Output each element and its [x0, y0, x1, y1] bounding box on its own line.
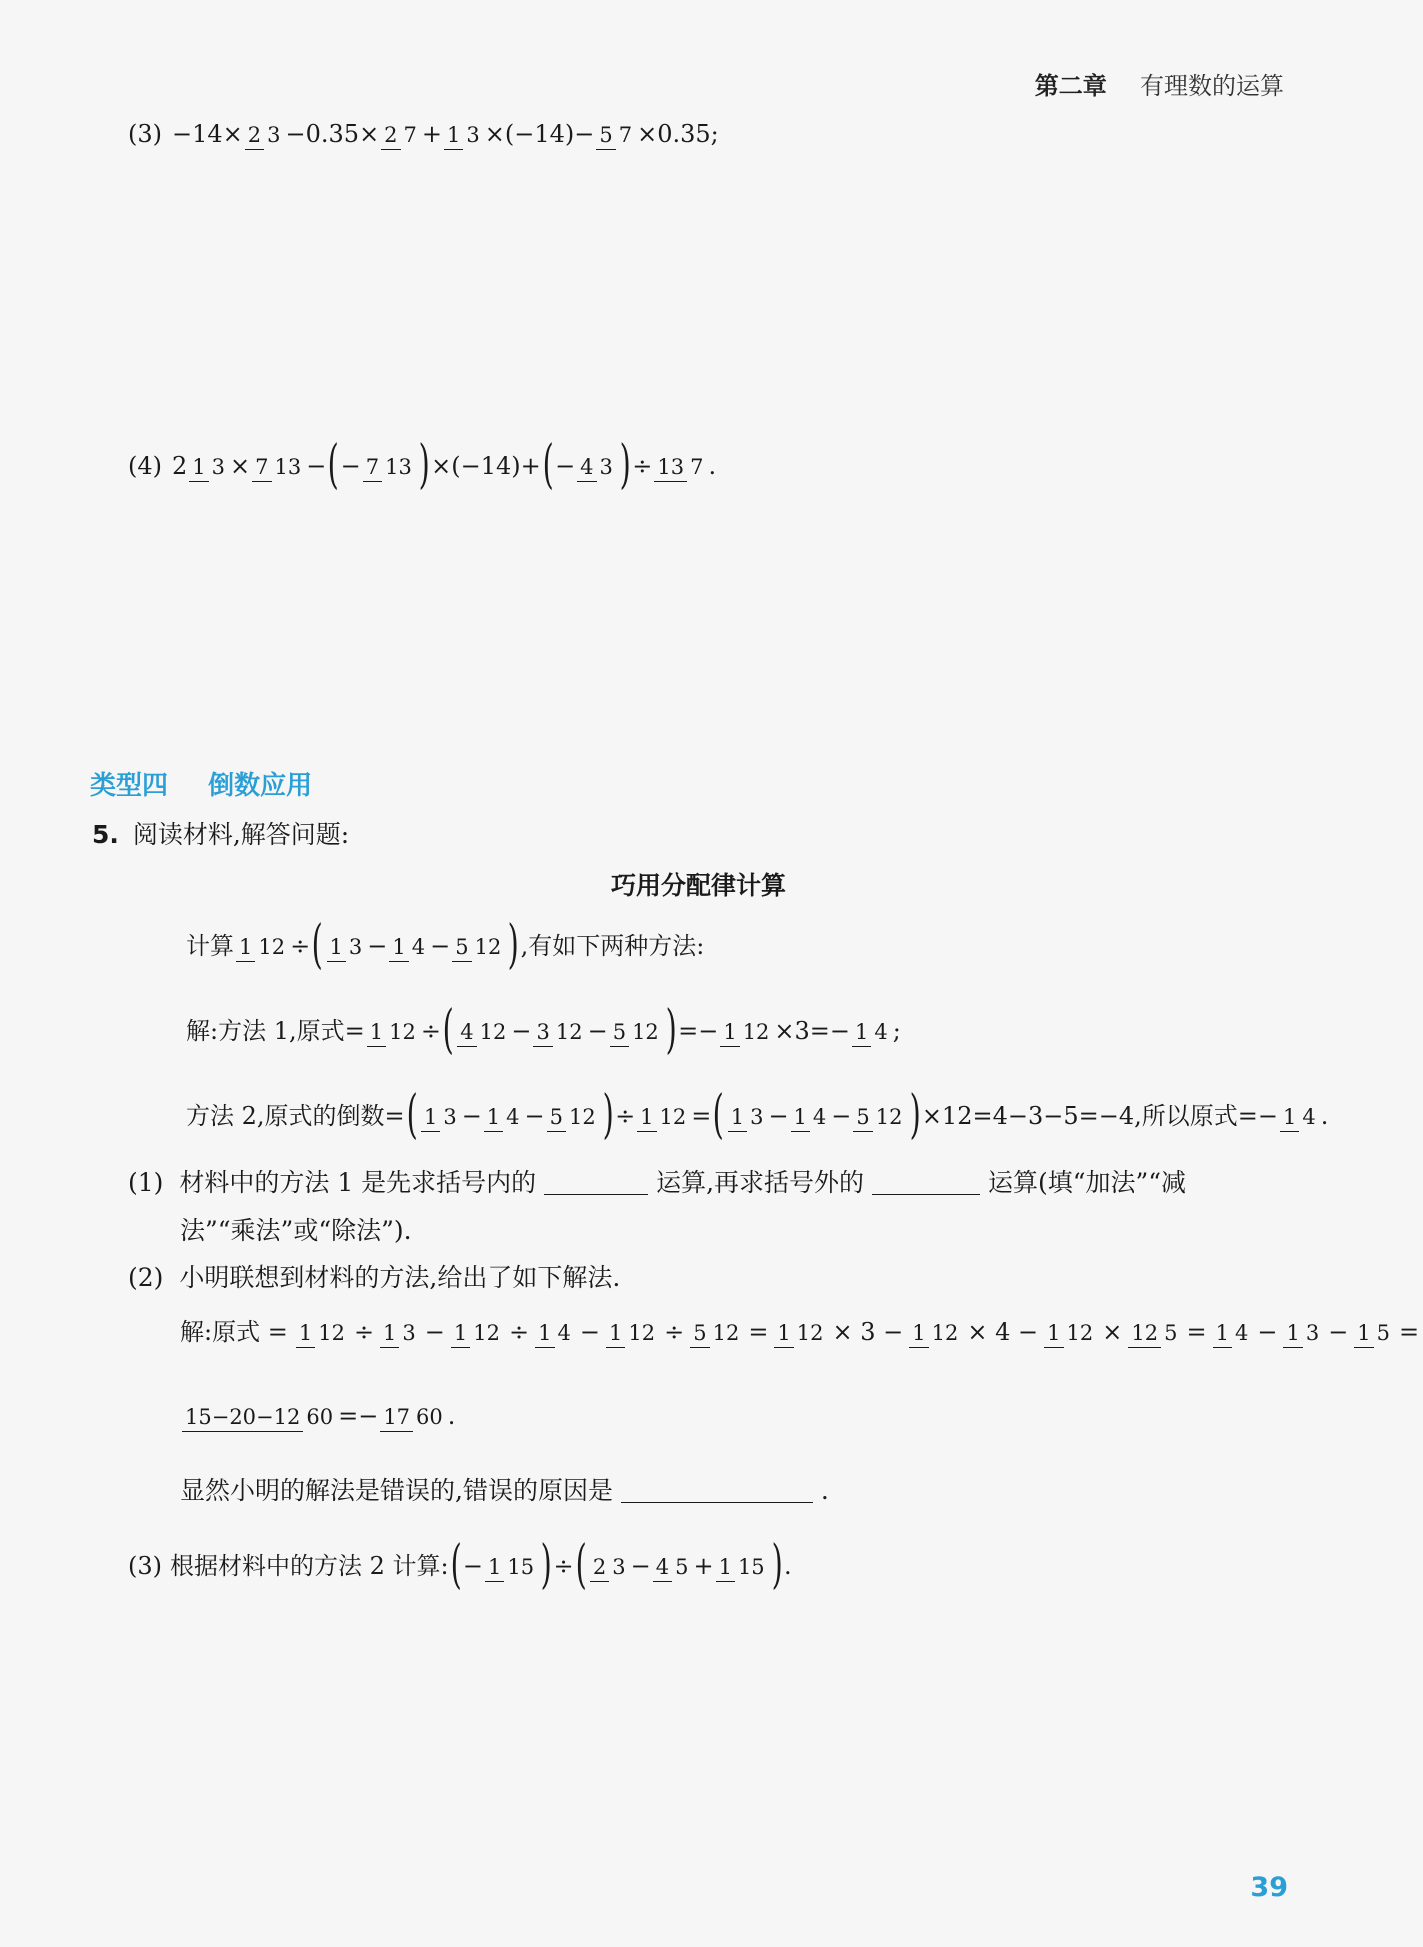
- math-token: 1: [1213, 1321, 1232, 1348]
- part-label: (3): [128, 1552, 162, 1580]
- paren: ): [619, 435, 631, 495]
- math-token: 15: [737, 1554, 765, 1579]
- part-2-conclusion: [180, 1478, 829, 1503]
- expr-text: −: [511, 1017, 532, 1045]
- part-text: 运算(填“加法”“减: [987, 1168, 1187, 1197]
- question-label: (3): [128, 120, 162, 149]
- expr-text: ×(−14)+: [431, 452, 541, 480]
- math-token: 12: [659, 1104, 687, 1129]
- question-5-prompt: [92, 822, 349, 847]
- math-token: 3: [1305, 1321, 1320, 1345]
- fraction: [852, 1019, 891, 1043]
- expr-text: +: [693, 1552, 714, 1580]
- math-token: 3: [348, 934, 363, 959]
- math-token: 1: [606, 1321, 625, 1348]
- fraction: [1283, 1320, 1322, 1344]
- expr-text: −: [630, 1552, 651, 1580]
- math-token: 4: [874, 1019, 888, 1044]
- expr-text: −: [555, 452, 576, 480]
- expr-text: ×12=4−3−5=−4,所以原式=−: [921, 1102, 1278, 1130]
- math-token: 1: [535, 1321, 554, 1348]
- expr-text: 计算: [186, 932, 234, 960]
- fraction: [654, 454, 706, 478]
- fraction: [451, 1320, 503, 1344]
- fraction: [327, 934, 366, 958]
- part-2-solution-line-2: [180, 1402, 456, 1431]
- fraction: [577, 454, 616, 478]
- math-token: 1: [1280, 1105, 1299, 1132]
- fraction: [1044, 1320, 1096, 1344]
- math-token: 60: [306, 1405, 334, 1429]
- fraction: [590, 1554, 629, 1578]
- section-heading: [90, 765, 312, 802]
- expr-text: ×(−14)−: [484, 120, 595, 149]
- question-number: 5.: [92, 820, 119, 849]
- part-2-intro: [128, 1265, 620, 1290]
- fraction: [457, 1019, 509, 1043]
- expr-text: ÷: [353, 1318, 375, 1347]
- math-token: 5: [853, 1105, 872, 1132]
- expr-text: =: [748, 1318, 769, 1347]
- expr-text: −: [461, 1102, 482, 1130]
- math-token: 1: [367, 1020, 386, 1047]
- fraction: [637, 1104, 689, 1128]
- math-token: 1: [236, 935, 255, 962]
- fraction: [716, 1554, 768, 1578]
- math-token: 12: [473, 1321, 501, 1345]
- paren: (: [450, 1535, 462, 1595]
- math-token: 4: [411, 934, 426, 959]
- math-token: 5: [690, 1321, 709, 1348]
- question-3: [128, 120, 719, 149]
- answer-blank-1[interactable]: [544, 1170, 648, 1195]
- part-text: 材料中的方法 1 是先求括号内的: [179, 1168, 537, 1197]
- paren: ): [540, 1535, 552, 1595]
- math-token: 12: [318, 1321, 345, 1345]
- fraction: [245, 122, 284, 146]
- expr-text: ÷: [290, 932, 311, 960]
- math-token: 12: [796, 1321, 824, 1345]
- math-token: 3: [466, 123, 480, 147]
- fraction: [690, 1320, 742, 1344]
- fraction: [1128, 1320, 1180, 1344]
- fraction: [444, 122, 483, 146]
- paren: ): [418, 435, 430, 495]
- expr-text: =−: [338, 1402, 379, 1431]
- expr-text: × 3 −: [832, 1318, 904, 1347]
- expr-text: ×: [1102, 1318, 1123, 1347]
- expr-text: 方法 2,原式的倒数=: [186, 1102, 405, 1130]
- paren: (: [575, 1535, 587, 1595]
- math-token: 13: [654, 455, 687, 482]
- math-token: 12: [742, 1019, 770, 1044]
- expr-text: ÷: [509, 1318, 530, 1347]
- fraction: [853, 1104, 905, 1128]
- math-token: 12: [474, 934, 502, 959]
- part-text: 运算,再求括号外的: [656, 1168, 865, 1197]
- question-4: [128, 435, 717, 495]
- section-label: 类型四: [90, 771, 169, 801]
- question-label: (4): [128, 452, 162, 480]
- math-token: 5: [547, 1105, 566, 1132]
- math-token: 7: [618, 123, 633, 147]
- math-token: 7: [252, 455, 271, 482]
- fraction: [452, 934, 504, 958]
- expr-text: =: [1186, 1318, 1207, 1347]
- expr-text: ÷: [615, 1102, 636, 1130]
- expr-text: −: [430, 932, 451, 960]
- math-token: 3: [211, 454, 226, 479]
- part-2-solution-line-1: [180, 1318, 1423, 1347]
- paren: (: [406, 1085, 418, 1145]
- expr-text: −0.35×: [285, 120, 380, 149]
- math-token: 60: [416, 1405, 443, 1429]
- paren: ): [602, 1085, 614, 1145]
- fraction: [728, 1104, 767, 1128]
- math-token: 7: [403, 123, 417, 147]
- paren: (: [542, 435, 554, 495]
- expr-text: =: [691, 1102, 712, 1130]
- math-token: 1: [380, 1321, 399, 1348]
- math-token: 2: [381, 123, 400, 150]
- expr-text: ×: [230, 452, 251, 480]
- material-line-1: [186, 915, 705, 975]
- chapter-title: 有理数的运算: [1140, 72, 1284, 100]
- math-token: 3: [533, 1020, 552, 1047]
- part-1-line-1: [128, 1170, 1186, 1195]
- fraction: [909, 1320, 961, 1344]
- math-token: 3: [402, 1321, 416, 1345]
- math-token: 17: [380, 1405, 413, 1432]
- paren: (: [311, 915, 323, 975]
- paren: (: [442, 1000, 454, 1060]
- math-token: 4: [557, 1321, 571, 1345]
- fraction: [380, 1404, 445, 1428]
- math-token: 12: [931, 1321, 959, 1345]
- expr-text: .: [708, 452, 717, 480]
- math-token: 12: [389, 1019, 416, 1044]
- paren: ): [771, 1535, 783, 1595]
- expr-text: =−: [678, 1017, 719, 1045]
- fraction: [252, 454, 304, 478]
- expr-text: ÷: [553, 1552, 574, 1580]
- expr-text: .: [447, 1402, 456, 1431]
- expr-text: .: [783, 1552, 792, 1580]
- math-token: 4: [653, 1555, 672, 1582]
- math-token: 12: [569, 1104, 596, 1129]
- fraction: [535, 1320, 574, 1344]
- part-label: (2): [128, 1263, 164, 1292]
- math-token: 1: [389, 935, 408, 962]
- part-1-line-2: 法”“乘法”或“除法”).: [180, 1216, 412, 1245]
- fraction: [610, 1019, 662, 1043]
- math-token: 3: [267, 123, 281, 147]
- paren: ): [507, 915, 520, 975]
- math-token: 1: [189, 455, 208, 482]
- math-token: 1: [1354, 1321, 1373, 1348]
- expr-text: =: [1399, 1318, 1420, 1347]
- expr-text: −: [306, 452, 327, 480]
- math-token: 4: [812, 1104, 827, 1129]
- math-token: 13: [385, 454, 412, 479]
- math-token: 15: [507, 1554, 535, 1579]
- answer-blank-3[interactable]: [621, 1478, 813, 1503]
- paren: (: [712, 1085, 725, 1145]
- math-token: 1: [327, 935, 346, 962]
- chapter-label: 第二章: [1034, 72, 1107, 100]
- expr-text: .: [1320, 1102, 1329, 1130]
- math-token: 4: [1234, 1321, 1249, 1345]
- expr-text: ÷: [420, 1017, 441, 1045]
- math-token: 12: [875, 1104, 903, 1129]
- math-token: 13: [274, 454, 302, 479]
- material-line-2: [186, 1000, 901, 1060]
- math-token: 1: [720, 1020, 739, 1047]
- expr-text: −: [340, 452, 361, 480]
- math-token: 12: [628, 1321, 656, 1345]
- math-token: 12: [1066, 1321, 1094, 1345]
- fraction: [485, 1554, 537, 1578]
- math-token: 4: [457, 1020, 476, 1047]
- math-token: 1: [909, 1321, 928, 1348]
- math-token: 1: [728, 1105, 747, 1132]
- expr-text: −: [424, 1318, 445, 1347]
- math-token: 5: [452, 935, 471, 962]
- math-token: 1: [774, 1321, 793, 1348]
- expr-text: × 4 −: [967, 1318, 1039, 1347]
- fraction: [1354, 1320, 1393, 1344]
- expr-text: −: [367, 932, 388, 960]
- fraction: [1213, 1320, 1252, 1344]
- math-token: 3: [750, 1104, 764, 1129]
- part-text: 显然小明的解法是错误的,错误的原因是: [180, 1476, 613, 1505]
- expr-text: −: [1257, 1318, 1278, 1347]
- part-text: .: [820, 1476, 829, 1505]
- math-token: 5: [1376, 1321, 1391, 1345]
- fraction: [367, 1019, 419, 1043]
- fraction: [484, 1104, 523, 1128]
- expr-text: −: [831, 1102, 852, 1130]
- expr-text: −: [1328, 1318, 1349, 1347]
- fraction: [182, 1404, 336, 1428]
- math-token: 1: [444, 123, 463, 150]
- math-token: 3: [599, 454, 613, 479]
- math-token: 2: [245, 123, 264, 150]
- expr-text: −14×: [172, 120, 243, 149]
- paren: ): [909, 1085, 921, 1145]
- fraction: [596, 122, 635, 146]
- fraction: [606, 1320, 658, 1344]
- math-token: 12: [479, 1019, 507, 1044]
- material-line-3: [186, 1085, 1329, 1145]
- expr-text: 2: [172, 452, 188, 480]
- expr-text: ÷: [632, 452, 653, 480]
- expr-text: −: [768, 1102, 789, 1130]
- math-token: 4: [506, 1104, 520, 1129]
- fraction: [1280, 1104, 1319, 1128]
- math-token: 4: [1302, 1104, 1316, 1129]
- math-token: 1: [1044, 1321, 1063, 1348]
- section-title: 倒数应用: [208, 771, 313, 801]
- fraction: [380, 1320, 419, 1344]
- expr-text: ;: [892, 1017, 901, 1045]
- expr-text: 解:方法 1,原式=: [186, 1017, 365, 1045]
- fraction: [189, 454, 228, 478]
- math-token: 12: [712, 1321, 740, 1345]
- math-token: 5: [675, 1554, 689, 1579]
- material-title: 巧用分配律计算: [611, 871, 787, 900]
- fraction: [653, 1554, 692, 1578]
- expr-text: +: [421, 120, 443, 149]
- math-token: 1: [637, 1105, 656, 1132]
- math-token: 7: [690, 454, 704, 479]
- fraction: [547, 1104, 599, 1128]
- math-token: 15−20−12: [182, 1405, 303, 1432]
- math-token: 1: [451, 1321, 470, 1348]
- part-text: 小明联想到材料的方法,给出了如下解法.: [179, 1263, 621, 1292]
- expr-text: −: [579, 1318, 600, 1347]
- fraction: [791, 1104, 830, 1128]
- math-token: 12: [555, 1019, 583, 1044]
- page-number: 39: [1250, 1872, 1288, 1903]
- fraction: [720, 1019, 772, 1043]
- expr-text: 解:原式 =: [180, 1318, 288, 1347]
- math-token: 7: [363, 455, 382, 482]
- answer-blank-2[interactable]: [872, 1170, 980, 1195]
- expr-text: −: [524, 1102, 545, 1130]
- fraction: [236, 934, 288, 958]
- math-token: 4: [577, 455, 596, 482]
- paren: (: [327, 435, 340, 495]
- fraction: [533, 1019, 585, 1043]
- fraction: [389, 934, 428, 958]
- math-token: 1: [421, 1105, 440, 1132]
- math-token: 12: [1128, 1321, 1161, 1348]
- prompt-text: 阅读材料,解答问题:: [132, 820, 350, 849]
- expr-text: −: [462, 1552, 484, 1580]
- math-token: 12: [632, 1019, 659, 1044]
- math-token: 1: [791, 1105, 810, 1132]
- math-token: 5: [1164, 1321, 1178, 1345]
- part-3: [128, 1535, 792, 1595]
- expr-text: −: [587, 1017, 608, 1045]
- fraction: [296, 1320, 348, 1344]
- math-token: 5: [610, 1020, 629, 1047]
- fraction: [421, 1104, 460, 1128]
- fraction: [381, 122, 420, 146]
- expr-text: ×3=−: [774, 1017, 851, 1045]
- math-token: 1: [484, 1105, 503, 1132]
- math-token: 2: [590, 1555, 609, 1582]
- math-token: 12: [258, 934, 286, 959]
- math-token: 1: [716, 1555, 735, 1582]
- math-token: 1: [485, 1555, 504, 1582]
- paren: ): [665, 1000, 677, 1060]
- expr-text: ×0.35;: [637, 120, 719, 149]
- math-token: 1: [852, 1020, 871, 1047]
- expr-text: ,有如下两种方法:: [520, 932, 705, 960]
- fraction: [774, 1320, 826, 1344]
- math-token: 1: [296, 1321, 315, 1348]
- expr-text: ÷: [664, 1318, 685, 1347]
- running-header: [1035, 66, 1284, 101]
- expr-text: 根据材料中的方法 2 计算:: [170, 1552, 449, 1580]
- fraction: [363, 454, 415, 478]
- part-label: (1): [128, 1168, 164, 1197]
- math-token: 1: [1283, 1321, 1302, 1348]
- math-token: 3: [443, 1104, 457, 1129]
- math-token: 5: [596, 123, 615, 150]
- math-token: 3: [612, 1554, 626, 1579]
